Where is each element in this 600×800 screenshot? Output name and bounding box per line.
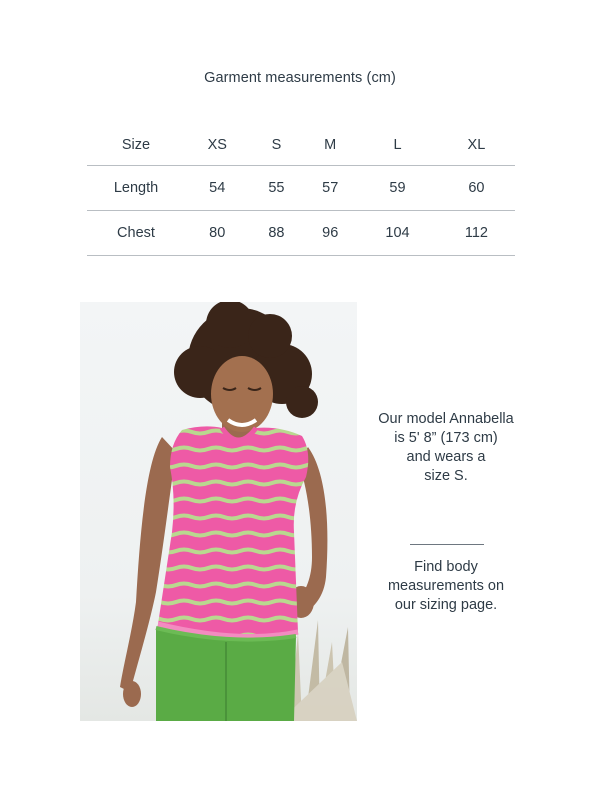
table-cell: 104 — [357, 211, 438, 256]
sizing-note-line: measurements on — [387, 578, 505, 594]
table-cell: 80 — [185, 211, 250, 256]
model-note-line: is 5' 8” (173 cm) — [394, 430, 498, 446]
model-photo — [80, 302, 357, 721]
header-m: M — [324, 136, 337, 153]
table-cell: 96 — [303, 211, 357, 256]
table-cell: 112 — [438, 211, 515, 256]
measurements-table — [87, 124, 515, 256]
face — [211, 356, 273, 432]
model-note-line: and wears a — [406, 449, 486, 465]
row-label: Length — [87, 166, 185, 211]
sizing-note[interactable] — [370, 558, 522, 615]
sizing-note-line: our sizing page. — [394, 597, 498, 613]
header-xs: XS — [207, 136, 227, 153]
model-note — [370, 410, 522, 486]
table-header-row — [87, 124, 515, 166]
row-label: Chest — [87, 211, 185, 256]
sizing-note-line: Find body — [414, 559, 478, 575]
header-s: S — [271, 136, 282, 153]
divider — [410, 544, 484, 545]
page-title: Garment measurements (cm) — [204, 70, 396, 86]
header-l: L — [393, 136, 402, 153]
header-xl: XL — [467, 136, 486, 153]
table-row-chest — [87, 211, 515, 256]
table-cell: 55 — [250, 166, 304, 211]
left-hand — [123, 681, 141, 707]
table-cell: 57 — [303, 166, 357, 211]
header-size: Size — [121, 136, 151, 153]
table-cell: 54 — [185, 166, 250, 211]
model-illustration — [80, 302, 357, 721]
striped-top — [158, 426, 308, 636]
model-note-line: size S. — [424, 468, 468, 484]
table-cell: 59 — [357, 166, 438, 211]
table-row-length — [87, 166, 515, 211]
table-cell: 60 — [438, 166, 515, 211]
model-note-line: Our model Annabella — [378, 411, 514, 427]
table-cell: 88 — [250, 211, 304, 256]
